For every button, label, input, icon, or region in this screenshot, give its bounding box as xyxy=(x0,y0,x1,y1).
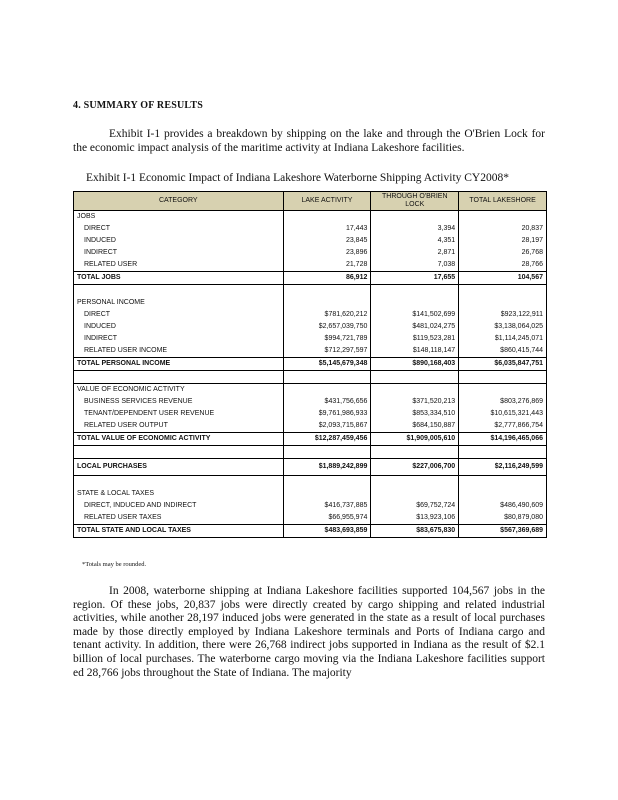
total-value: $803,276,869 xyxy=(459,396,547,408)
grand-total: $2,116,249,599 xyxy=(459,459,547,476)
income-title: PERSONAL INCOME xyxy=(74,297,284,309)
table-row xyxy=(74,321,547,333)
table-row xyxy=(74,309,547,321)
table-row xyxy=(74,235,547,247)
total-value: $2,777,866,754 xyxy=(459,420,547,433)
table-row xyxy=(74,512,547,525)
total-value: 28,197 xyxy=(459,235,547,247)
lock-total: $227,006,700 xyxy=(371,459,459,476)
grand-total: $14,196,465,066 xyxy=(459,433,547,446)
section-title-row xyxy=(74,488,547,500)
row-label: BUSINESS SERVICES REVENUE xyxy=(74,396,284,408)
lock-value: $141,502,699 xyxy=(371,309,459,321)
total-value: $3,138,064,025 xyxy=(459,321,547,333)
total-row xyxy=(74,525,547,538)
row-label: DIRECT, INDUCED AND INDIRECT xyxy=(74,500,284,512)
total-label: TOTAL PERSONAL INCOME xyxy=(74,358,284,371)
total-value: 20,837 xyxy=(459,223,547,235)
table-row xyxy=(74,396,547,408)
row-label: DIRECT xyxy=(74,309,284,321)
table-row xyxy=(74,408,547,420)
lock-value: $853,334,510 xyxy=(371,408,459,420)
row-label: RELATED USER xyxy=(74,259,284,272)
lock-value: $148,118,147 xyxy=(371,345,459,358)
table-row xyxy=(74,500,547,512)
header-category: CATEGORY xyxy=(74,192,284,211)
lake-value: $781,620,212 xyxy=(283,309,371,321)
grand-total: $6,035,847,751 xyxy=(459,358,547,371)
lake-total: $1,889,242,899 xyxy=(283,459,371,476)
total-value: 28,766 xyxy=(459,259,547,272)
table-row xyxy=(74,223,547,235)
lock-value: $69,752,724 xyxy=(371,500,459,512)
total-label: TOTAL VALUE OF ECONOMIC ACTIVITY xyxy=(74,433,284,446)
exhibit-caption: Exhibit I-1 Economic Impact of Indiana Lakeshore Waterborne Shipping Activity CY2008* xyxy=(86,172,509,184)
lake-value: $431,756,656 xyxy=(283,396,371,408)
lock-value: $371,520,213 xyxy=(371,396,459,408)
intro-paragraph: Exhibit I-1 provides a breakdown by shipping on the lake and through the O'Brien Lock for the economic impact analysis of the maritime activity at Indiana Lakeshore facilities. xyxy=(73,128,545,154)
lake-value: 23,845 xyxy=(283,235,371,247)
total-value: $860,415,744 xyxy=(459,345,547,358)
row-label: INDIRECT xyxy=(74,247,284,259)
total-value: $10,615,321,443 xyxy=(459,408,547,420)
lock-total: 17,655 xyxy=(371,272,459,285)
table-row xyxy=(74,420,547,433)
value-title: VALUE OF ECONOMIC ACTIVITY xyxy=(74,384,284,397)
lake-total: $12,287,459,456 xyxy=(283,433,371,446)
lock-total: $890,168,403 xyxy=(371,358,459,371)
section-title-row xyxy=(74,211,547,224)
row-label: INDIRECT xyxy=(74,333,284,345)
table-row xyxy=(74,247,547,259)
lock-value: 3,394 xyxy=(371,223,459,235)
lake-value: $2,657,039,750 xyxy=(283,321,371,333)
lake-total: $483,693,859 xyxy=(283,525,371,538)
local-purchases-row xyxy=(74,459,547,476)
lock-value: 7,038 xyxy=(371,259,459,272)
lake-total: $5,145,679,348 xyxy=(283,358,371,371)
header-total: TOTAL LAKESHORE xyxy=(459,192,547,211)
local-label: LOCAL PURCHASES xyxy=(74,459,284,476)
lake-value: 17,443 xyxy=(283,223,371,235)
taxes-title: STATE & LOCAL TAXES xyxy=(74,488,284,500)
row-label: DIRECT xyxy=(74,223,284,235)
lake-value: $9,761,986,933 xyxy=(283,408,371,420)
row-label: RELATED USER OUTPUT xyxy=(74,420,284,433)
row-label: RELATED USER TAXES xyxy=(74,512,284,525)
grand-total: $567,369,689 xyxy=(459,525,547,538)
total-value: $486,490,609 xyxy=(459,500,547,512)
lake-value: $2,093,715,867 xyxy=(283,420,371,433)
table-row xyxy=(74,345,547,358)
row-label: INDUCED xyxy=(74,235,284,247)
table-header-row xyxy=(74,192,547,211)
jobs-title: JOBS xyxy=(74,211,284,224)
header-lock: THROUGH O'BRIEN LOCK xyxy=(371,192,459,211)
lake-value: $712,297,597 xyxy=(283,345,371,358)
table-row xyxy=(74,259,547,272)
total-value: $1,114,245,071 xyxy=(459,333,547,345)
lock-value: $684,150,887 xyxy=(371,420,459,433)
lock-value: $119,523,281 xyxy=(371,333,459,345)
section-title-row xyxy=(74,384,547,397)
lake-value: 23,896 xyxy=(283,247,371,259)
lake-value: $994,721,789 xyxy=(283,333,371,345)
lock-value: 2,871 xyxy=(371,247,459,259)
row-label: RELATED USER INCOME xyxy=(74,345,284,358)
section-title-row xyxy=(74,297,547,309)
total-value: 26,768 xyxy=(459,247,547,259)
total-row xyxy=(74,358,547,371)
lock-value: 4,351 xyxy=(371,235,459,247)
header-lake: LAKE ACTIVITY xyxy=(283,192,371,211)
lake-total: 86,912 xyxy=(283,272,371,285)
lock-value: $13,923,106 xyxy=(371,512,459,525)
row-label: INDUCED xyxy=(74,321,284,333)
table-row xyxy=(74,333,547,345)
body-paragraph: In 2008, waterborne shipping at Indiana Lakeshore facilities supported 104,567 jobs in the region. Of these jobs, 20,837 jobs were directly created by cargo shipping and related industrial activities, while another 28,197 induced jobs were generated in the state as a result of local purchases made by those directly employed by Indiana Lakeshore terminals and Ports of Indiana cargo and tenant activity. In addition, there were 26,768 indirect jobs supported in Indiana as the result of $2.1 billion of local purchases. The waterborne cargo moving via the Indiana Lakeshore facilities support ed 28,766 jobs throughout the State of Indiana. The majority xyxy=(73,585,545,679)
total-label: TOTAL STATE AND LOCAL TAXES xyxy=(74,525,284,538)
table-footnote: *Totals may be rounded. xyxy=(82,561,147,568)
lake-value: 21,728 xyxy=(283,259,371,272)
grand-total: 104,567 xyxy=(459,272,547,285)
lock-value: $481,024,275 xyxy=(371,321,459,333)
section-heading: 4. SUMMARY OF RESULTS xyxy=(73,100,203,111)
total-label: TOTAL JOBS xyxy=(74,272,284,285)
impact-table xyxy=(73,191,547,538)
lake-value: $416,737,885 xyxy=(283,500,371,512)
row-label: TENANT/DEPENDENT USER REVENUE xyxy=(74,408,284,420)
total-value: $80,879,080 xyxy=(459,512,547,525)
total-row xyxy=(74,272,547,285)
lock-total: $83,675,830 xyxy=(371,525,459,538)
lock-total: $1,909,005,610 xyxy=(371,433,459,446)
total-row xyxy=(74,433,547,446)
lake-value: $66,955,974 xyxy=(283,512,371,525)
total-value: $923,122,911 xyxy=(459,309,547,321)
